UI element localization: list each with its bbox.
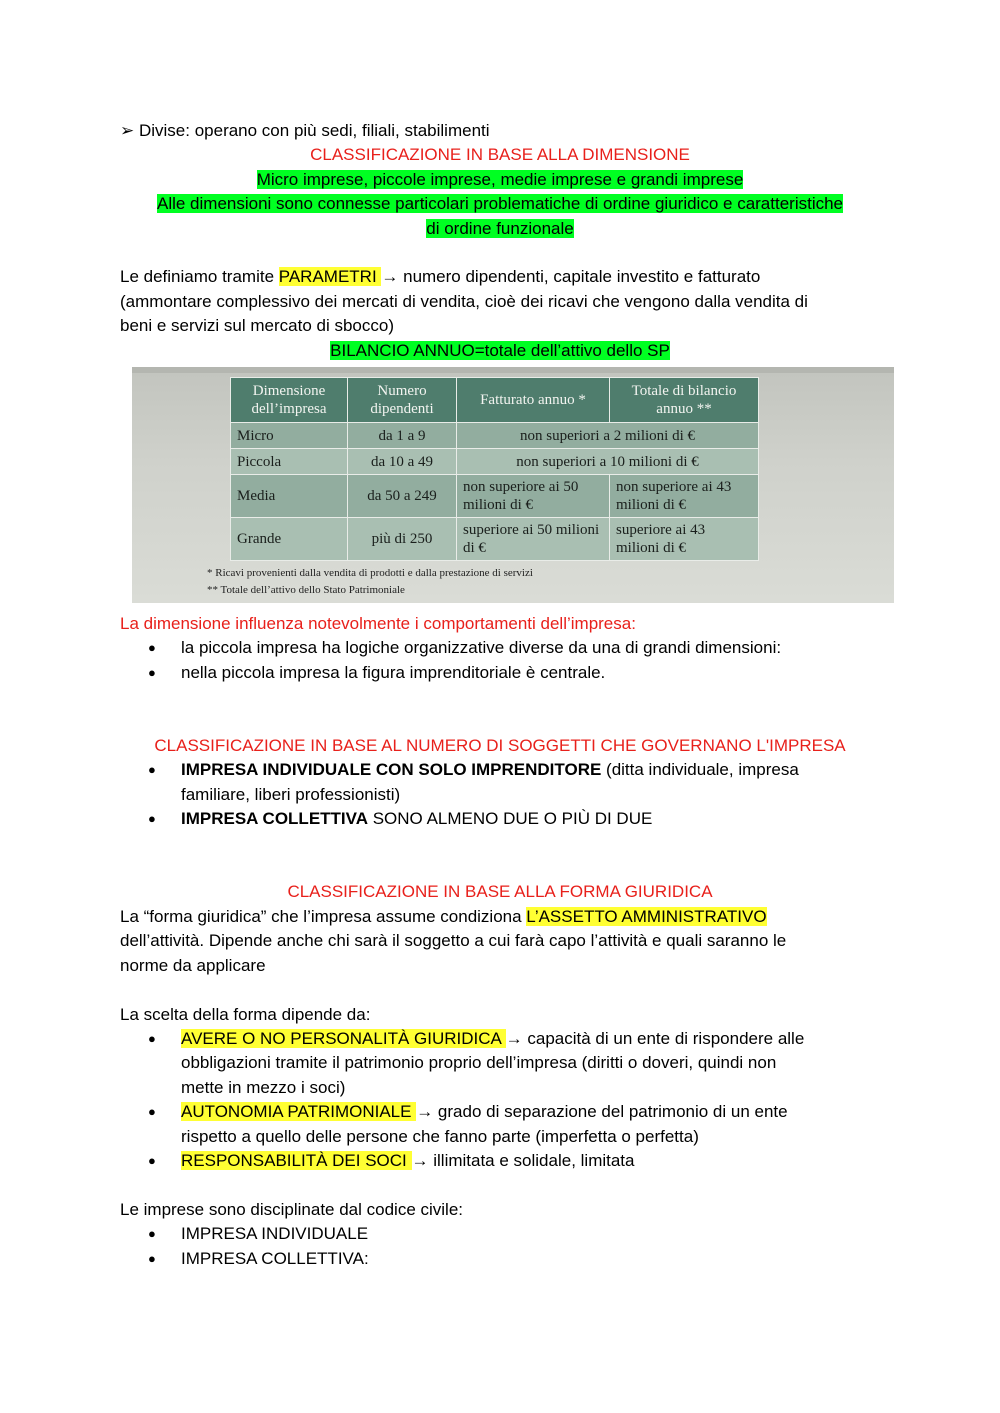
green-highlight-line: Micro imprese, piccole imprese, medie imprese e grandi imprese — [256, 169, 744, 189]
document-page: ➢ Divise: operano con più sedi, filiali, stabilimenti CLASSIFICAZIONE IN BASE ALLA DIMENSIONE Micro imprese, piccole imprese, medie imprese e grandi imprese Alle dimensioni sono connesse particolari problematiche di ordine giuridico e caratteristiche di ordine funzionale Le definiamo tramite PARAMETRI → numero dipendenti, capitale investito e fatturato (ammontare complessivo dei mercati di vendita, cioè dei ricavi che vengono dalla vendita di beni e servizi sul mercato di sbocco) BILANCIO ANNUO=totale dell’attivo dello SP Dimensione dell’impresa Numero dipendenti Fatturato annuo * Totale di bilancio annuo ** Micro da 1 a 9 non superiori a 2 milioni di € Piccola da 10 a 49 non superiori a 10 milioni di € Media da 50 a 249 non superiore ai 50 milioni di € non superiore ai 43 milioni di € Grande più di 250 superiore ai 50 milioni di € superiore ai 43 milioni di € * Ricavi provenienti dalla vendita di prodotti e dalla prestazione di servizi ** Totale dell’attivo dello Stato Patrimoniale La dimensione influenza notevolmente i comportamenti dell’impresa: ● la piccola impresa ha logiche organizzative diverse da una di grandi dimensioni: ● nella piccola impresa la figura imprenditoriale è centrale. CLASSIFICAZIONE IN BASE AL NUMERO DI SOGGETTI CHE GOVERNANO L'IMPRESA ● IMPRESA INDIVIDUALE CON SOLO IMPRENDITORE (ditta individuale, impresa familiare, liberi professionisti) ● IMPRESA COLLETTIVA SONO ALMENO DUE O PIÙ DI DUE CLASSIFICAZIONE IN BASE ALLA FORMA GIURIDICA La “forma giuridica” che l’impresa assume condiziona L’ASSETTO AMMINISTRATIVO dell’attività. Dipende anche chi sarà il soggetto a cui farà capo l’attività e quali saranno le norme da applicare La scelta della forma dipende da: ● AVERE O NO PERSONALITÀ GIURIDICA → capacità di un ente di rispondere alle obbligazioni tramite il patrimonio proprio dell’impresa (diritti o doveri, quindi non mette in mezzo i soci) ● AUTONOMIA PATRIMONIALE → grado di separazione del patrimonio di un ente rispetto a quello delle persone che fanno parte (imperfetta o perfetta) ● RESPONSABILITÀ DEI SOCI → illimitata e solidale, limitata Le imprese sono disciplinate dal codice civile: ● IMPRESA INDIVIDUALE ● IMPRESA COLLETTIVA: — [120, 119, 880, 1271]
list-item: ● IMPRESA INDIVIDUALE — [120, 1222, 880, 1246]
table-row: Media da 50 a 249 non superiore ai 50 milioni di € non superiore ai 43 milioni di € — [231, 475, 759, 518]
influence-title: La dimensione influenza notevolmente i comportamenti dell’impresa: — [120, 614, 636, 634]
influence-list — [120, 636, 880, 685]
table-header-text: Dimensione — [252, 383, 326, 400]
list-item: ● AVERE O NO PERSONALITÀ GIURIDICA → capacità di un ente di rispondere alle obbligazioni tramite il patrimonio proprio dell’impresa (diritti o doveri, quindi non mette in mezzo i soci) — [120, 1027, 880, 1100]
green-highlight-line: Alle dimensioni sono connesse particolari problematiche di ordine giuridico e caratteristiche — [156, 194, 844, 214]
table-header-text: dipendenti — [370, 401, 434, 418]
codice-list — [120, 1222, 880, 1271]
table-header-text: annuo ** — [656, 401, 712, 418]
parameters-line-3: beni e servizi sul mercato di sbocco) — [120, 316, 395, 336]
intro-line: ➢ Divise: operano con più sedi, filiali, stabilimenti — [120, 121, 490, 140]
table-photo — [132, 367, 894, 603]
soggetti-list — [120, 758, 880, 831]
table-header-text: Totale di bilancio — [631, 383, 737, 400]
table-header — [610, 378, 759, 423]
list-item: ● IMPRESA COLLETTIVA: — [120, 1247, 880, 1271]
table-row: Micro da 1 a 9 non superiori a 2 milioni di € — [231, 423, 759, 449]
table-row: Grande più di 250 superiore ai 50 milioni di € superiore ai 43 milioni di € — [231, 518, 759, 561]
parameters-line-2: (ammontare complessivo dei mercati di vendita, cioè dei ricavi che vengono dalla vendita di — [120, 291, 808, 311]
parameters-highlight: PARAMETRI — [278, 267, 382, 287]
bilancio-highlight: BILANCIO ANNUO=totale dell’attivo dello SP — [330, 340, 670, 360]
list-item: ● IMPRESA COLLETTIVA SONO ALMENO DUE O PIÙ DI DUE — [120, 807, 880, 831]
section-title-dimension: CLASSIFICAZIONE IN BASE ALLA DIMENSIONE — [310, 145, 690, 165]
section-title-soggetti: CLASSIFICAZIONE IN BASE AL NUMERO DI SOGGETTI CHE GOVERNANO L'IMPRESA — [154, 736, 846, 756]
table-row: Piccola da 10 a 49 non superiori a 10 milioni di € — [231, 449, 759, 475]
choice-list — [120, 1027, 880, 1173]
table-header — [348, 378, 457, 423]
table-header-text: Numero — [377, 383, 427, 400]
table-header — [231, 378, 348, 423]
list-item: ● la piccola impresa ha logiche organizzative diverse da una di grandi dimensioni: — [120, 636, 880, 660]
table-header — [457, 378, 610, 423]
table-header-text: Fatturato annuo * — [480, 392, 586, 409]
section-title-forma: CLASSIFICAZIONE IN BASE ALLA FORMA GIURIDICA — [287, 882, 713, 902]
list-item: ● IMPRESA INDIVIDUALE CON SOLO IMPRENDITORE (ditta individuale, impresa familiare, liberi professionisti) — [120, 758, 880, 807]
parameters-line: Le definiamo tramite PARAMETRI → numero dipendenti, capitale investito e fatturato — [120, 267, 761, 287]
list-item: ● nella piccola impresa la figura imprenditoriale è centrale. — [120, 661, 880, 685]
codice-intro: Le imprese sono disciplinate dal codice civile: — [120, 1199, 464, 1219]
green-highlight-line: di ordine funzionale — [426, 218, 574, 238]
list-item: ● RESPONSABILITÀ DEI SOCI → illimitata e solidale, limitata — [120, 1149, 880, 1173]
choice-intro: La scelta della forma dipende da: — [120, 1004, 371, 1024]
list-item: ● AUTONOMIA PATRIMONIALE → grado di separazione del patrimonio di un ente rispetto a quello delle persone che fanno parte (imperfetta o perfetta) — [120, 1100, 880, 1149]
table-notes: * Ricavi provenienti dalla vendita di prodotti e dalla prestazione di servizi ** Totale dell’attivo dello Stato Patrimoniale — [207, 567, 533, 597]
assetto-highlight: L’ASSETTO AMMINISTRATIVO — [526, 906, 767, 926]
dimension-table — [230, 377, 759, 561]
table-header-text: dell’impresa — [251, 401, 327, 418]
